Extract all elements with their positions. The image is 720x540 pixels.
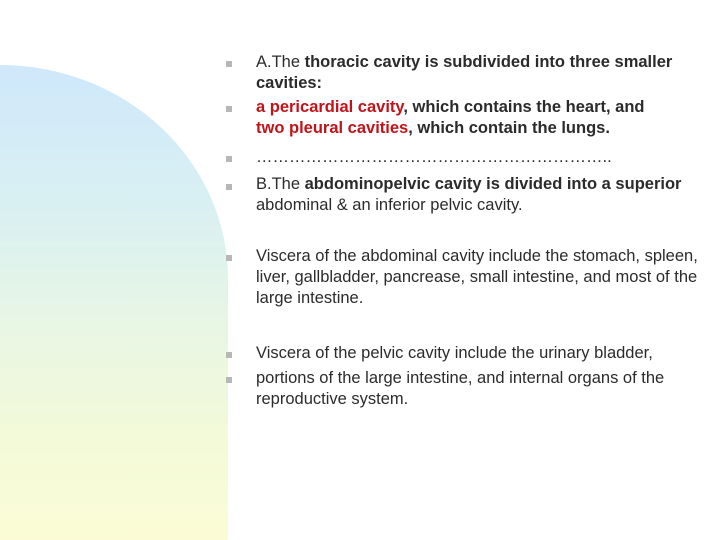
square-bullet-icon — [226, 156, 232, 162]
text-reproductive-organs: portions of the large intestine, and internal organs of the reproductive system. — [256, 369, 665, 408]
text-contains-lungs: , which contain the lungs. — [408, 119, 610, 137]
text-prefix-b: B.The — [256, 175, 305, 193]
bullet-text-thoracic — [256, 52, 706, 94]
bullet-text-abdominopelvic — [256, 174, 706, 216]
bullet-text-pelvic-viscera — [256, 343, 706, 364]
text-contains-heart: , which contains the heart, and — [403, 98, 645, 116]
text-pelvic-viscera: Viscera of the pelvic cavity include the urinary bladder, — [256, 344, 653, 362]
bullet-text-ellipsis — [256, 147, 706, 168]
square-bullet-icon — [226, 106, 232, 112]
square-bullet-icon — [226, 184, 232, 190]
text-abdominopelvic-cavity: abdominopelvic cavity is divided into a superior — [304, 175, 682, 193]
text-pericardial-cavity: a pericardial cavity — [256, 98, 404, 116]
text-prefix-a: A.The — [256, 53, 305, 71]
text-abdominal-viscera: Viscera of the abdominal cavity include the stomach, spleen, liver, gallbladder, pancrease, small intestine, and most of the large intestine. — [256, 247, 698, 307]
text-dotted-separator: ……………………………………………………….. — [256, 148, 612, 166]
text-abdominal-pelvic: abdominal & an inferior pelvic cavity. — [256, 196, 523, 214]
square-bullet-icon — [226, 352, 232, 358]
square-bullet-icon — [226, 61, 232, 67]
bullet-text-reproductive — [256, 368, 706, 410]
bullet-text-abdominal-viscera — [256, 246, 706, 309]
bullet-text-pericardial — [256, 97, 706, 139]
text-thoracic-cavity: thoracic cavity is subdivided into three smaller cavities: — [256, 53, 673, 92]
square-bullet-icon — [226, 255, 232, 261]
square-bullet-icon — [226, 377, 232, 383]
text-pleural-cavities: two pleural cavities — [256, 119, 409, 137]
